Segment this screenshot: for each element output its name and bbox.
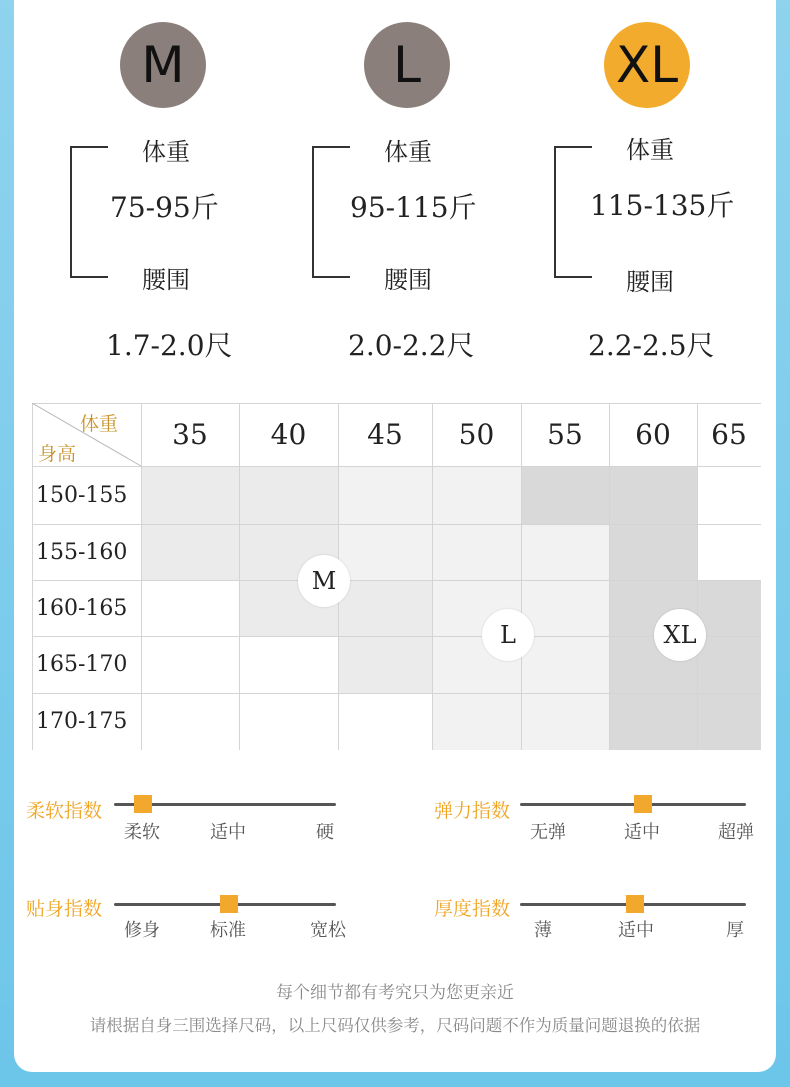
- index-knob: [626, 895, 644, 913]
- table-cell-none: [697, 466, 761, 524]
- index-label: 柔软: [124, 822, 160, 843]
- weight-header: 50: [458, 418, 495, 451]
- table-cell-l: [432, 693, 521, 750]
- table-cell-l: [521, 524, 609, 580]
- index-label: 适中: [618, 920, 654, 941]
- index-label: 超弹: [718, 822, 754, 843]
- index-label: 适中: [210, 822, 246, 843]
- table-cell-l: [338, 466, 432, 524]
- table-cell-none: [141, 693, 239, 750]
- index-label: 标准: [210, 920, 246, 941]
- height-row-label: 150-155: [36, 482, 128, 508]
- table-cell-xl: [609, 524, 697, 580]
- height-row-label: 155-160: [36, 539, 128, 565]
- waist-label: 腰围: [384, 266, 432, 294]
- table-cell-l: [432, 524, 521, 580]
- size-guide-card: [14, 0, 776, 1072]
- table-cell-m: [338, 636, 432, 693]
- corner-weight-label: 体重: [80, 413, 119, 435]
- weight-header: 45: [367, 418, 403, 451]
- weight-label: 体重: [384, 138, 432, 166]
- size-circle-xl: XL: [604, 22, 690, 108]
- index-label: 硬: [316, 822, 334, 843]
- table-cell-l: [338, 524, 432, 580]
- size-circle-l: L: [364, 22, 450, 108]
- index-label: 修身: [124, 920, 160, 941]
- zone-badge-l: L: [482, 609, 534, 661]
- table-cell-xl: [697, 636, 761, 693]
- table-cell-l: [521, 636, 609, 693]
- table-cell-m: [141, 524, 239, 580]
- table-cell-none: [141, 636, 239, 693]
- height-row-label: 165-170: [36, 652, 128, 677]
- table-cell-xl: [609, 466, 697, 524]
- weight-header: 65: [711, 418, 747, 451]
- waist-value: 1.7-2.0尺: [106, 329, 233, 362]
- corner-height-label: 身高: [38, 443, 77, 465]
- size-table: [32, 403, 761, 750]
- size-block-m: [70, 0, 310, 380]
- size-block-xl: [554, 0, 790, 380]
- height-row-label: 160-165: [36, 595, 128, 621]
- index-title: 厚度指数: [434, 898, 511, 920]
- table-cell-xl: [697, 580, 761, 636]
- index-label: 宽松: [310, 920, 346, 941]
- zone-badge-m: M: [298, 555, 350, 607]
- table-cell-none: [239, 636, 338, 693]
- index-knob: [134, 795, 152, 813]
- index-label: 厚: [726, 920, 744, 941]
- weight-header: 35: [172, 418, 208, 451]
- weight-value: 75-95斤: [110, 191, 219, 224]
- table-cell-none: [697, 524, 761, 580]
- footer-tagline: 每个细节都有考究只为您更亲近: [276, 983, 514, 1003]
- table-cell-m: [338, 580, 432, 636]
- index-label: 适中: [624, 822, 660, 843]
- bracket: [554, 146, 592, 278]
- height-row-label: 170-175: [36, 709, 128, 734]
- table-cell-xl: [521, 466, 609, 524]
- zone-badge-xl: XL: [654, 609, 706, 661]
- weight-label: 体重: [142, 138, 190, 166]
- waist-value: 2.0-2.2尺: [348, 329, 475, 362]
- weight-header: 55: [547, 418, 583, 451]
- table-cell-l: [521, 580, 609, 636]
- bracket: [312, 146, 350, 278]
- footer-disclaimer: 请根据自身三围选择尺码，以上尺码仅供参考，尺码问题不作为质量问题退换的依据: [89, 1016, 701, 1035]
- index-title: 贴身指数: [26, 898, 103, 920]
- index-title: 柔软指数: [26, 800, 103, 822]
- index-label: 无弹: [530, 822, 566, 843]
- table-cell-none: [239, 693, 338, 750]
- table-cell-none: [338, 693, 432, 750]
- weight-label: 体重: [626, 136, 674, 164]
- weight-header: 40: [270, 418, 307, 451]
- table-cell-xl: [697, 693, 761, 750]
- waist-value: 2.2-2.5尺: [588, 329, 715, 362]
- index-track: [520, 803, 746, 806]
- size-circle-m: M: [120, 22, 206, 108]
- index-knob: [220, 895, 238, 913]
- table-cell-xl: [609, 693, 697, 750]
- weight-header: 60: [635, 418, 671, 451]
- waist-label: 腰围: [142, 266, 190, 294]
- index-knob: [634, 795, 652, 813]
- table-cell-l: [432, 466, 521, 524]
- index-title: 弹力指数: [434, 800, 511, 822]
- table-cell-m: [141, 466, 239, 524]
- table-cell-l: [521, 693, 609, 750]
- table-cell-none: [141, 580, 239, 636]
- index-label: 薄: [534, 920, 552, 941]
- bracket: [70, 146, 108, 278]
- weight-value: 95-115斤: [350, 191, 477, 224]
- size-block-l: [312, 0, 552, 380]
- weight-value: 115-135斤: [590, 189, 735, 222]
- waist-label: 腰围: [626, 268, 674, 296]
- table-cell-m: [239, 466, 338, 524]
